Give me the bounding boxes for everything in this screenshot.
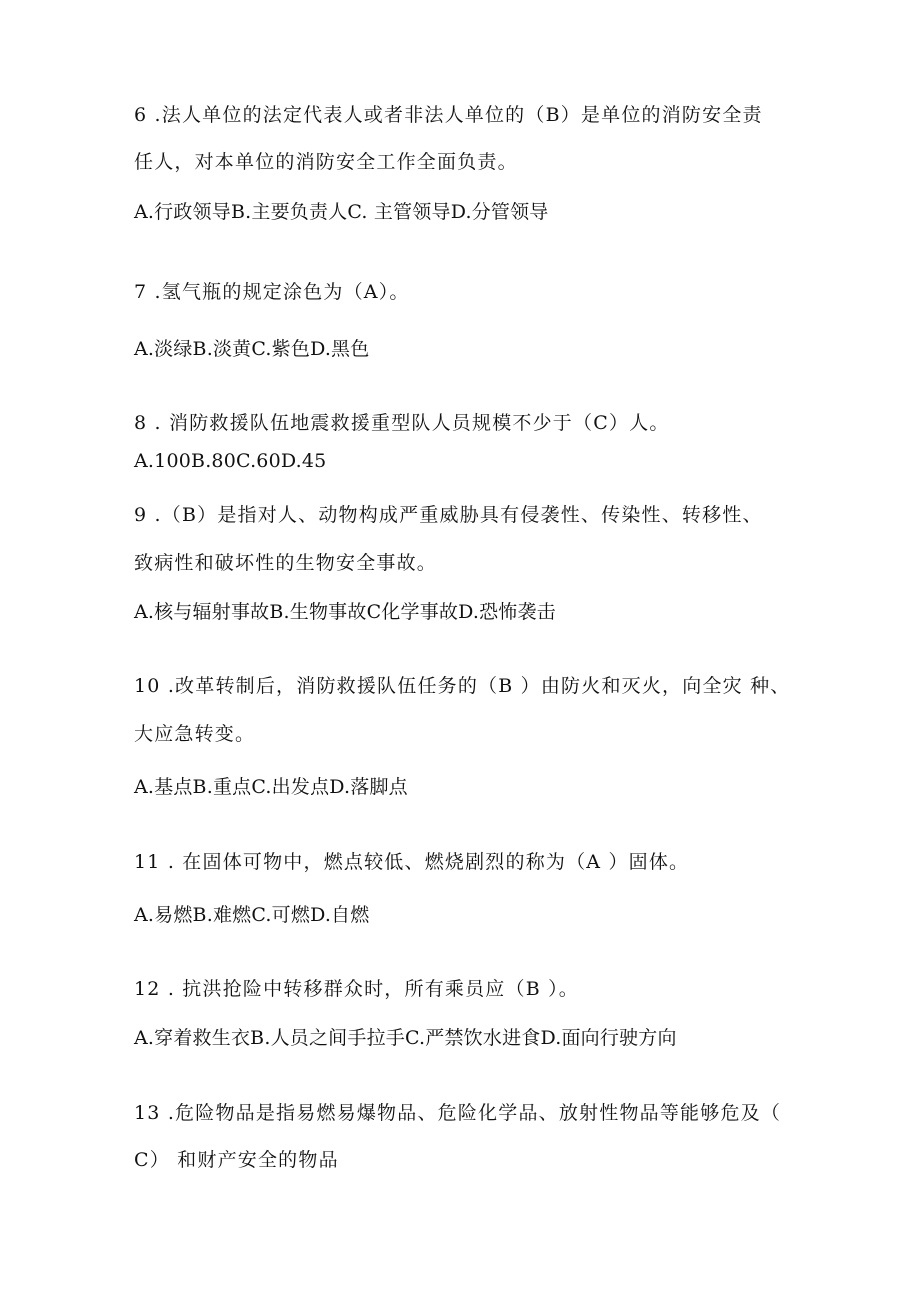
- question-9-line-1: 9 .（B）是指对人、动物构成严重威胁具有侵袭性、传染性、转移性、: [134, 504, 763, 526]
- question-11-line-1: 11 . 在固体可物中，燃点较低、燃烧剧烈的称为（A ）固体。: [134, 851, 690, 873]
- question-6-options: A.行政领导B.主要负责人C. 主管领导D.分管领导: [134, 201, 549, 223]
- question-9-line-2: 致病性和破坏性的生物安全事故。: [134, 552, 438, 574]
- question-10-line-1: 10 .改革转制后，消防救援队伍任务的（B ）由防火和灭火，向全灾 种、: [134, 675, 791, 697]
- question-13-line-2: C） 和财产安全的物品: [134, 1149, 339, 1171]
- question-11-options: A.易燃B.难燃C.可燃D.自燃: [134, 904, 370, 926]
- question-12-options: A.穿着救生衣B.人员之间手拉手C.严禁饮水进食D.面向行驶方向: [134, 1027, 677, 1049]
- question-8-line-1: 8 . 消防救援队伍地震救援重型队人员规模不少于（C）人。: [134, 412, 670, 434]
- question-10-line-2: 大应急转变。: [134, 723, 256, 745]
- question-6-line-1: 6 .法人单位的法定代表人或者非法人单位的（B）是单位的消防安全责: [134, 104, 763, 126]
- question-7-options: A.淡绿B.淡黄C.紫色D.黑色: [134, 338, 370, 360]
- question-12-line-1: 12 . 抗洪抢险中转移群众时，所有乘员应（B ）。: [134, 978, 579, 1000]
- question-13-line-1: 13 .危险物品是指易燃易爆物品、危险化学品、放射性物品等能够危及（: [134, 1102, 782, 1124]
- question-7-line-1: 7 .氢气瓶的规定涂色为（A）。: [134, 281, 410, 303]
- question-6-line-2: 任人，对本单位的消防安全工作全面负责。: [134, 151, 518, 173]
- question-8-options: A.100B.80C.60D.45: [134, 450, 327, 472]
- question-10-options: A.基点B.重点C.出发点D.落脚点: [134, 776, 408, 798]
- question-9-options: A.核与辐射事故B.生物事故C化学事故D.恐怖袭击: [134, 601, 556, 623]
